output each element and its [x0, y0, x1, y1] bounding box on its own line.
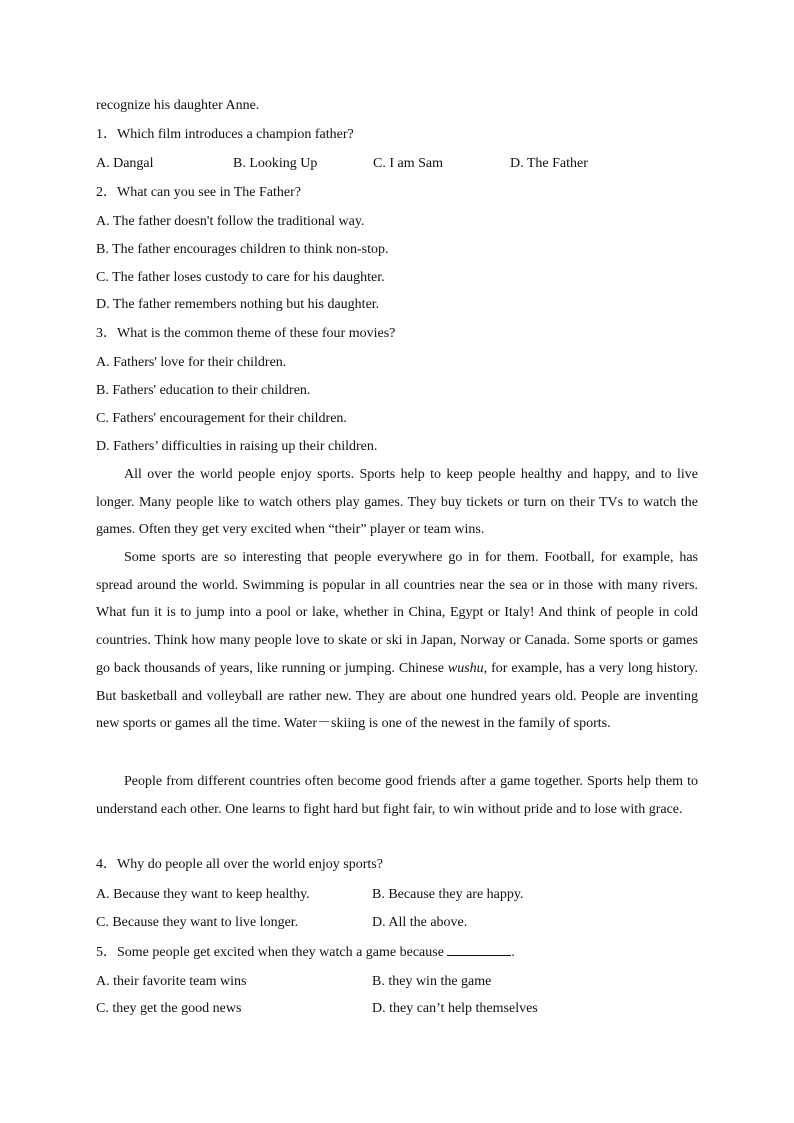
q5-option-d[interactable]: D. they can’t help themselves: [372, 1001, 538, 1016]
question-2-stem: 2．What can you see in The Father?: [96, 185, 302, 200]
q2-option-d[interactable]: D. The father remembers nothing but his daughter.: [96, 297, 380, 312]
q3-option-b[interactable]: B. Fathers' education to their children.: [96, 383, 311, 398]
p2-text-before: Some sports are so interesting that people everywhere go in for them. Football, for example, has spread around the world. Swimming is popular in all countries near the sea or in those with many rivers. What fun it is to jump into a pool or lake, whether in China, Egypt or Italy! And think of people in cold countries. Think how many people love to skate or ski in Japan, Norway or Canada. Some sports or games go back thousands of years, like running or jumping. Chinese: [96, 550, 698, 676]
question-5-options-row-2: [96, 999, 698, 1019]
passage-paragraph-1: All over the world people enjoy sports. Sports help to keep people healthy and happy, and to live longer. Many people like to watch others play games. They buy tickets or turn on their TVs to watch the games. Often they get very excited when “their” player or team wins.: [96, 467, 698, 538]
p2-text-after: for example, has a very long history. But basketball and volleyball are rather new. They are about one hundred years old. People are inventing new sports or games all the time. Water－skiing is one of the newest in the family of sports.: [96, 660, 698, 732]
q3-option-d[interactable]: D. Fathers’ difficulties in raising up their children.: [96, 439, 378, 454]
question-5-options-row-1: [96, 972, 698, 992]
question-3-stem: 3．What is the common theme of these four movies?: [96, 326, 396, 341]
question-4-stem: 4．Why do people all over the world enjoy sports?: [96, 857, 383, 872]
q1-option-b[interactable]: B. Looking Up: [233, 156, 318, 171]
q4-option-c[interactable]: C. Because they want to live longer.: [96, 915, 299, 930]
passage-paragraph-3: People from different countries often become good friends after a game together. Sports help them to understand each other. One learns to fight hard but fight fair, to win without pride and to lose with grace.: [96, 774, 698, 817]
q2-option-a[interactable]: A. The father doesn't follow the traditional way.: [96, 214, 365, 229]
question-1-options: [96, 154, 698, 174]
q4-option-b[interactable]: B. Because they are happy.: [372, 887, 524, 902]
q1-option-a[interactable]: A. Dangal: [96, 156, 154, 171]
question-4-options-row-1: [96, 885, 698, 905]
q1-option-d[interactable]: D. The Father: [510, 156, 588, 171]
question-4-options-row-2: [96, 913, 698, 933]
q4-option-a[interactable]: A. Because they want to keep healthy.: [96, 887, 310, 902]
q3-option-a[interactable]: A. Fathers' love for their children.: [96, 355, 287, 370]
q2-option-c[interactable]: C. The father loses custody to care for his daughter.: [96, 270, 385, 285]
passage-paragraph-2: [96, 544, 698, 738]
q5-option-a[interactable]: A. their favorite team wins: [96, 974, 247, 989]
q5-option-b[interactable]: B. they win the game: [372, 974, 492, 989]
question-1-stem: 1．Which film introduces a champion father?: [96, 127, 354, 142]
q5-option-c[interactable]: C. they get the good news: [96, 1001, 242, 1016]
q1-option-c[interactable]: C. I am Sam: [373, 156, 443, 171]
p2-italic-term: wushu,: [447, 660, 488, 676]
q2-option-b[interactable]: B. The father encourages children to think non-stop.: [96, 242, 389, 257]
answer-blank[interactable]: [447, 942, 511, 956]
q5-stem-end: .: [511, 945, 515, 960]
passage-tail: recognize his daughter Anne.: [96, 98, 260, 113]
q4-option-d[interactable]: D. All the above.: [372, 915, 468, 930]
question-5-stem: [96, 942, 515, 963]
q5-stem-text: 5．Some people get excited when they watch a game because: [96, 945, 448, 960]
q3-option-c[interactable]: C. Fathers' encouragement for their children.: [96, 411, 347, 426]
